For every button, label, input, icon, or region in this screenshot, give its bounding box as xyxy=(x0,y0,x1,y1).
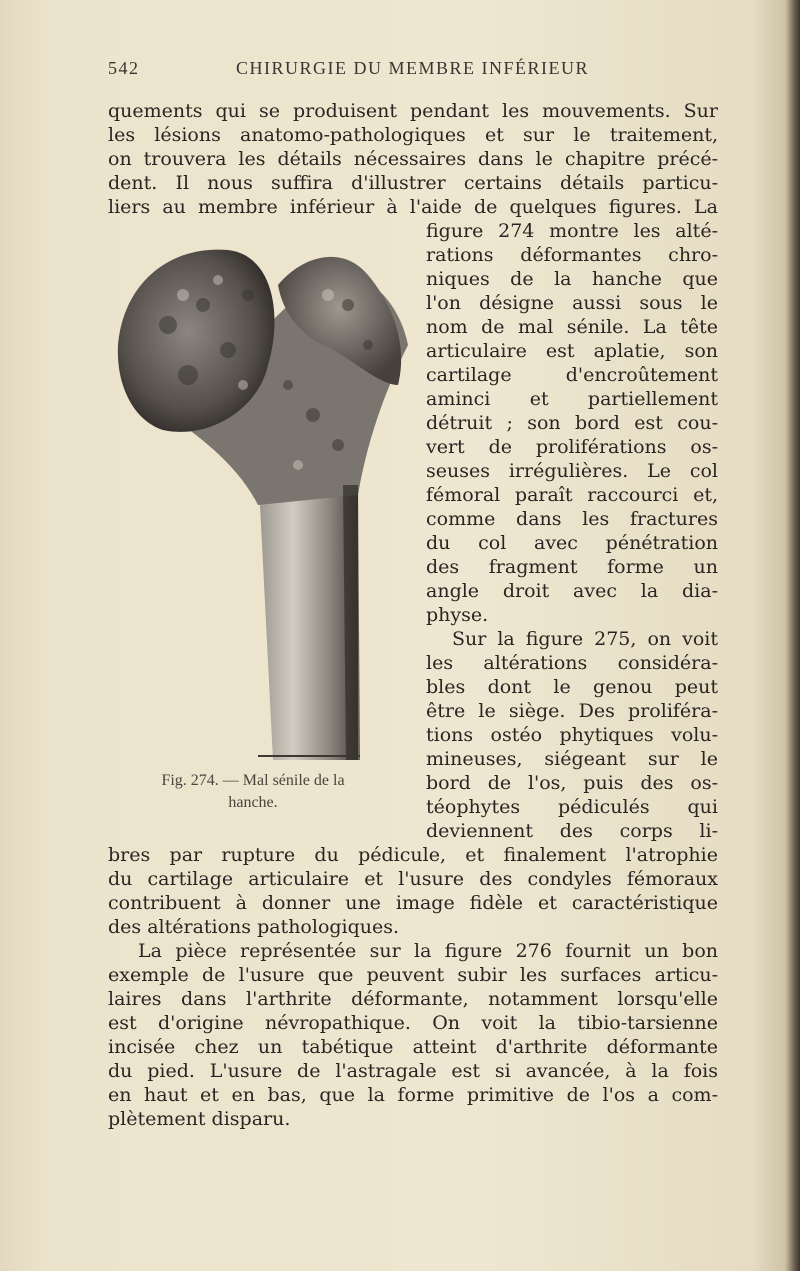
text-line: La pièce représentée sur la figure 276 fournit un bon xyxy=(138,940,718,962)
text-line: téophytes pédiculés qui xyxy=(426,796,718,818)
text-line: physe. xyxy=(426,604,489,626)
running-title: CHIRURGIE DU MEMBRE INFÉRIEUR xyxy=(236,58,590,78)
figure-caption-line: Fig. 274. — Mal sénile de la xyxy=(161,772,345,789)
text-line: du col avec pénétration xyxy=(426,532,718,554)
text-line: incisée chez un tabétique atteint d'arthrite déformante xyxy=(108,1036,718,1058)
text-line: deviennent des corps li- xyxy=(426,820,718,842)
text-line: du cartilage articulaire et l'usure des condyles fémoraux xyxy=(108,868,718,890)
text-line: être le siège. Des proliféra- xyxy=(426,700,718,722)
running-header xyxy=(108,58,718,84)
text-line: mineuses, siégeant sur le xyxy=(426,748,718,770)
page-edge xyxy=(786,0,800,1271)
text-line: articulaire est aplatie, son xyxy=(426,340,718,362)
text-line: plètement disparu. xyxy=(108,1108,291,1130)
text-line: niques de la hanche que xyxy=(426,268,718,290)
text-line: bles dont le genou peut xyxy=(426,676,718,698)
text-line: figure 274 montre les alté- xyxy=(426,220,718,242)
text-line: Sur la figure 275, on voit xyxy=(452,628,718,650)
text-line: bres par rupture du pédicule, et finalement l'atrophie xyxy=(108,844,718,866)
text-line: vert de proliférations os- xyxy=(426,436,718,458)
figure-caption-line: hanche. xyxy=(228,794,278,811)
femur-drawing xyxy=(108,235,413,765)
text-line: aminci et partiellement xyxy=(426,388,718,410)
text-line: comme dans les fractures xyxy=(426,508,718,530)
text-line: exemple de l'usure que peuvent subir les surfaces articu- xyxy=(108,964,718,986)
text-line: liers au membre inférieur à l'aide de quelques figures. La xyxy=(108,196,718,218)
text-line: en haut et en bas, que la forme primitive de l'os a com- xyxy=(108,1084,718,1106)
text-line: nom de mal sénile. La tête xyxy=(426,316,718,338)
text-line: l'on désigne aussi sous le xyxy=(426,292,718,314)
text-line: on trouvera les détails nécessaires dans le chapitre précé- xyxy=(108,148,718,170)
text-line: seuses irrégulières. Le col xyxy=(426,460,718,482)
text-line: des fragment forme un xyxy=(426,556,718,578)
text-line: les lésions anatomo-pathologiques et sur le traitement, xyxy=(108,124,718,146)
text-line: rations déformantes chro- xyxy=(426,244,718,266)
text-line: laires dans l'arthrite déformante, notamment lorsqu'elle xyxy=(108,988,718,1010)
page-number: 542 xyxy=(108,58,140,78)
figure-caption xyxy=(108,770,398,814)
text-line: bord de l'os, puis des os- xyxy=(426,772,718,794)
text-line: dent. Il nous suffira d'illustrer certains détails particu- xyxy=(108,172,718,194)
text-line: des altérations pathologiques. xyxy=(108,916,400,938)
text-line: angle droit avec la dia- xyxy=(426,580,718,602)
text-line: les altérations considéra- xyxy=(426,652,718,674)
text-line: détruit ; son bord est cou- xyxy=(426,412,718,434)
text-line: contribuent à donner une image fidèle et caractéristique xyxy=(108,892,718,914)
text-line: fémoral paraît raccourci et, xyxy=(426,484,718,506)
text-line: du pied. L'usure de l'astragale est si avancée, à la fois xyxy=(108,1060,718,1082)
text-line: est d'origine névropathique. On voit la tibio-tarsienne xyxy=(108,1012,718,1034)
text-line: cartilage d'encroûtement xyxy=(426,364,718,386)
text-line: tions ostéo phytiques volu- xyxy=(426,724,718,746)
text-line: quements qui se produisent pendant les mouvements. Sur xyxy=(108,100,718,122)
femur-illustration xyxy=(108,235,413,765)
